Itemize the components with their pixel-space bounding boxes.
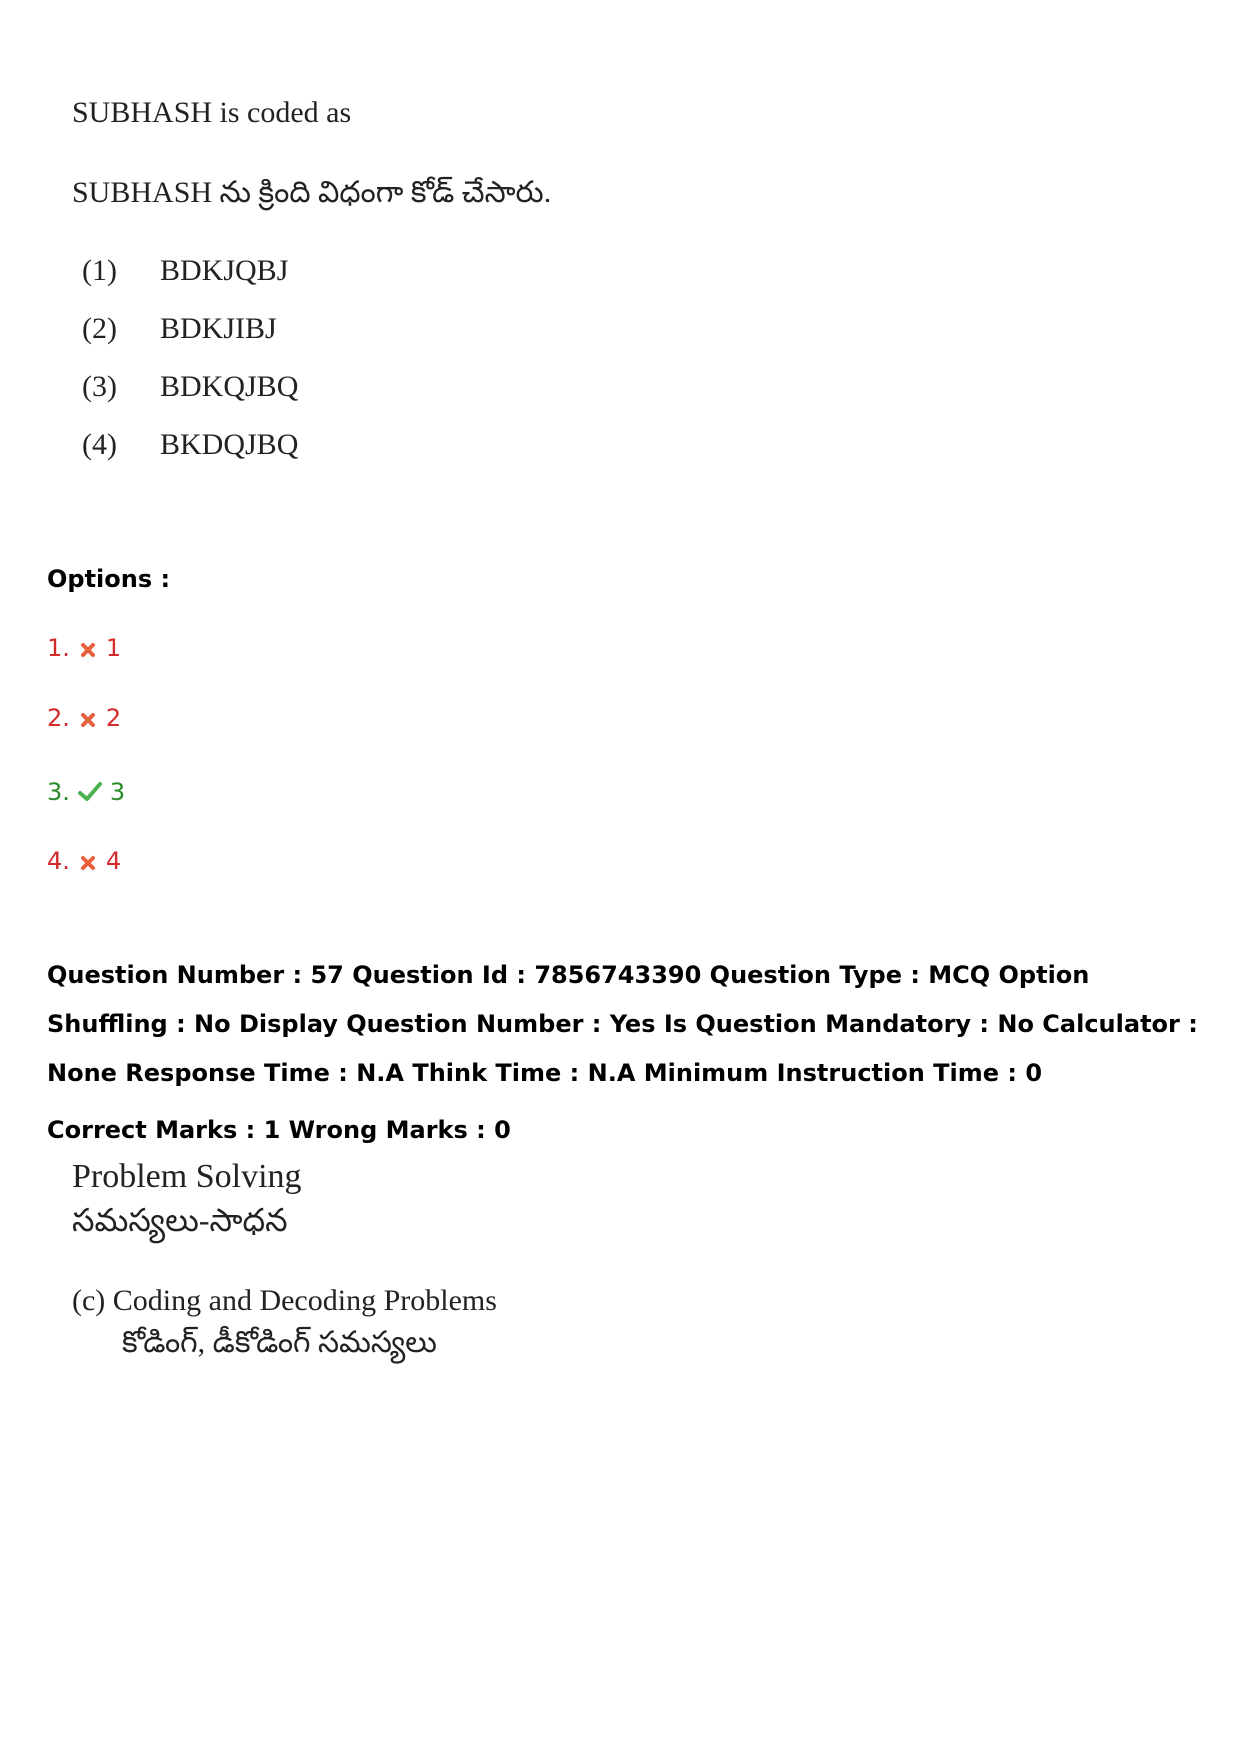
section-title-telugu: సమస్యలు-సాధన xyxy=(72,1202,288,1238)
choice-code: BDKJIBJ xyxy=(160,312,277,345)
option-number: 3. xyxy=(47,778,70,806)
cross-icon xyxy=(78,851,98,871)
choice-number: (2) xyxy=(82,312,117,345)
cross-icon xyxy=(78,638,98,658)
option-item xyxy=(47,778,125,806)
options-heading: Options : xyxy=(47,565,171,593)
subsection-title-telugu: కోడింగ్, డీకోడింగ్ సమస్యలు xyxy=(122,1326,437,1359)
subsection-title-english: (c) Coding and Decoding Problems xyxy=(72,1284,497,1317)
option-number: 1. xyxy=(47,634,70,662)
check-icon xyxy=(78,781,102,803)
option-number: 2. xyxy=(47,704,70,732)
choice-code: BKDQJBQ xyxy=(160,428,299,461)
choice-number: (1) xyxy=(82,254,117,287)
choice-number: (4) xyxy=(82,428,117,461)
choice-code: BDKJQBJ xyxy=(160,254,289,287)
section-title-english: Problem Solving xyxy=(72,1158,302,1195)
option-label: 3 xyxy=(109,778,126,806)
option-label: 1 xyxy=(105,634,122,662)
option-item xyxy=(47,634,121,662)
option-label: 4 xyxy=(105,847,122,875)
choice-code: BDKQJBQ xyxy=(160,370,299,403)
question-meta: Question Number : 57 Question Id : 7856743390 Question Type : MCQ Option Shuffling : No Display Question Number : Yes Is Question Mandatory : No Calculator : None Response Time : N.A Think Time : N.A Minimum Instruction Time : 0 xyxy=(47,961,1198,1087)
question-stem-english: SUBHASH is coded as xyxy=(72,96,352,129)
question-stem-telugu: SUBHASH ను క్రింది విధంగా కోడ్ చేసారు. xyxy=(72,176,552,209)
option-item xyxy=(47,847,121,875)
cross-icon xyxy=(78,708,98,728)
option-number: 4. xyxy=(47,847,70,875)
option-label: 2 xyxy=(105,704,122,732)
option-item xyxy=(47,704,121,732)
question-marks: Correct Marks : 1 Wrong Marks : 0 xyxy=(47,1116,511,1144)
choice-number: (3) xyxy=(82,370,117,403)
